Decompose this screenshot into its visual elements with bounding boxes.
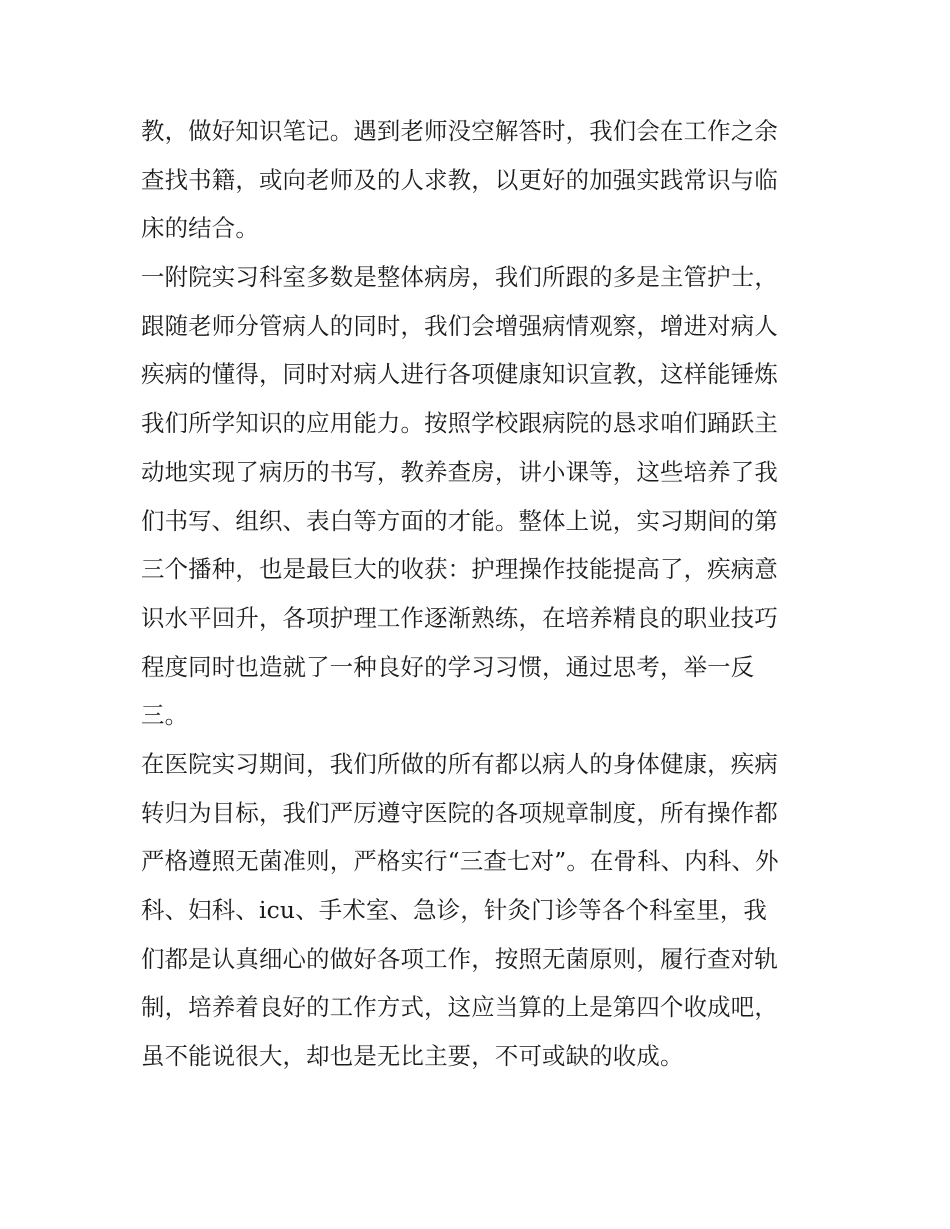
text-line: 在医院实习期间，我们所做的所有都以病人的身体健康，疾病: [141, 749, 778, 778]
text-line: 识水平回升，各项护理工作逐渐熟练，在培养精良的职业技巧: [141, 603, 778, 632]
text-line: 一附院实习科室多数是整体病房，我们所跟的多是主管护士，: [141, 263, 778, 292]
text-line: 科、妇科、icu、手术室、急诊，针灸门诊等各个科室里，我: [141, 896, 768, 924]
text-line: 查找书籍，或向老师及的人求教，以更好的加强实践常识与临: [141, 165, 778, 194]
text-line: 们都是认真细心的做好各项工作，按照无菌原则，履行查对轨: [141, 944, 778, 973]
text-line: 程度同时也造就了一种良好的学习习惯，通过思考，举一反: [141, 652, 755, 681]
body-text: [141, 107, 831, 1081]
text-line: 动地实现了病历的书写，教养查房，讲小课等，这些培养了我: [141, 457, 778, 486]
text-line: 我们所学知识的应用能力。按照学校跟病院的恳求咱们踊跃主: [141, 409, 778, 438]
text-line: 床的结合。: [141, 214, 259, 243]
text-line: 三。: [141, 701, 189, 730]
text-line: 三个播种，也是最巨大的收获：护理操作技能提高了，疾病意: [141, 555, 778, 584]
text-line: 跟随老师分管病人的同时，我们会增强病情观察，增进对病人: [141, 311, 778, 340]
text-line: 教，做好知识笔记。遇到老师没空解答时，我们会在工作之余: [141, 117, 778, 145]
text-line: 疾病的懂得，同时对病人进行各项健康知识宣教，这样能锤炼: [141, 360, 778, 389]
text-line: 制，培养着良好的工作方式，这应当算的上是第四个收成吧，: [141, 993, 778, 1022]
text-line: 们书写、组织、表白等方面的才能。整体上说，实习期间的第: [141, 506, 778, 535]
text-line: 虽不能说很大，却也是无比主要，不可或缺的收成。: [141, 1042, 684, 1071]
text-line: 转归为目标，我们严厉遵守医院的各项规章制度，所有操作都: [141, 798, 778, 827]
text-line: 严格遵照无菌准则，严格实行“三查七对”。在骨科、内科、外: [141, 847, 779, 876]
